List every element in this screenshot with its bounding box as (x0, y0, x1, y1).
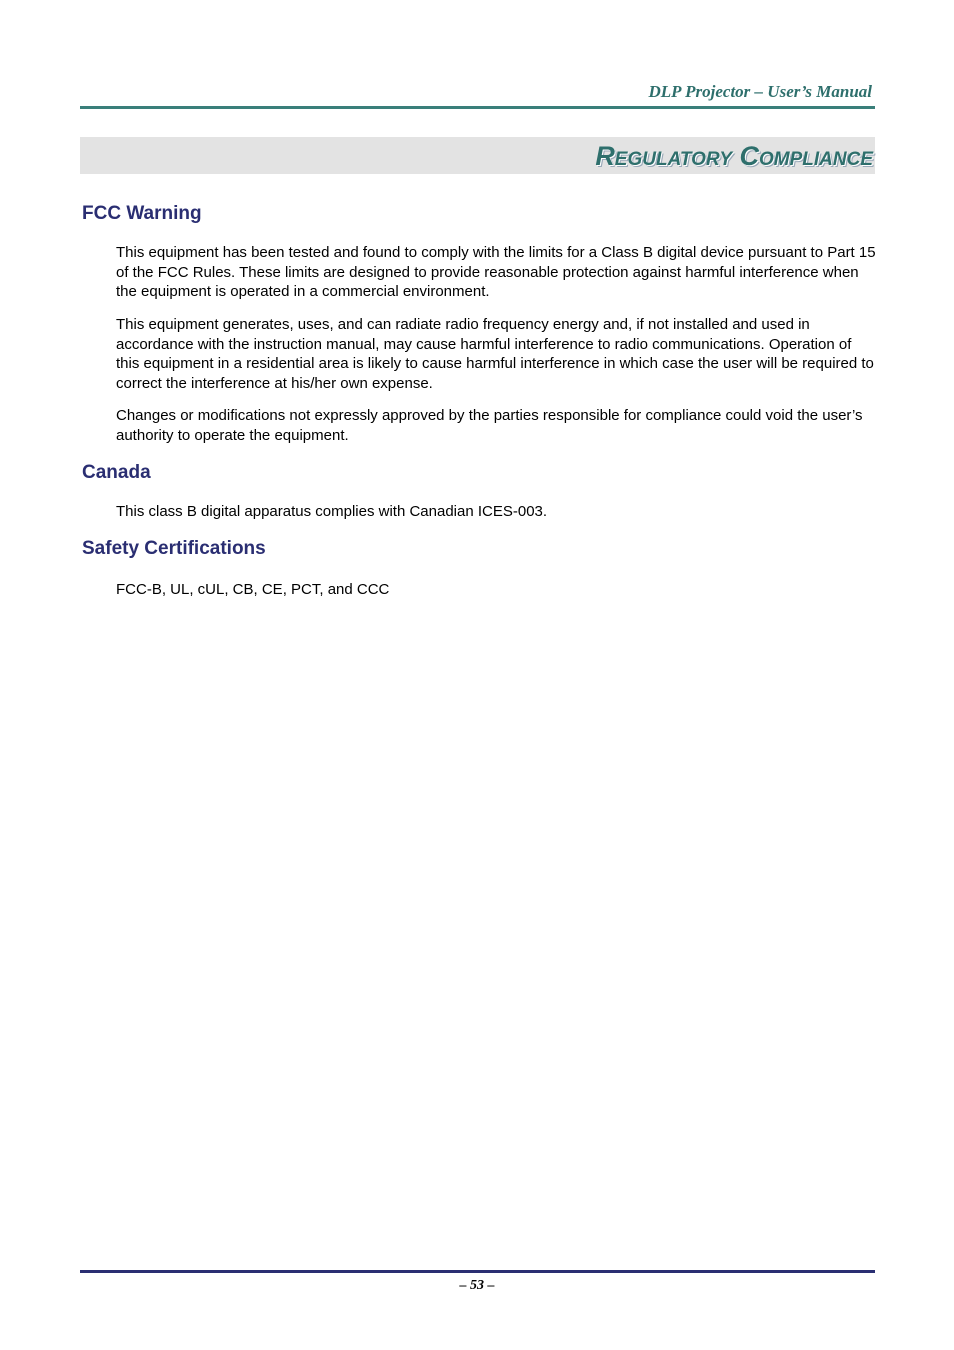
running-header: DLP Projector – User’s Manual (648, 82, 872, 101)
page-title: Regulatory Compliance (595, 141, 873, 171)
header-rule (80, 106, 875, 109)
fcc-paragraph-3: Changes or modifications not expressly approved by the parties responsible for compliance could void the user’s authority to operate the equipment. (116, 407, 863, 444)
section-heading-safety-certifications: Safety Certifications (82, 538, 266, 559)
canada-paragraph-1: This class B digital apparatus complies with Canadian ICES-003. (116, 503, 548, 520)
section-heading-fcc-warning: FCC Warning (82, 203, 202, 224)
section-heading-canada: Canada (82, 462, 151, 483)
safety-paragraph-1: FCC-B, UL, cUL, CB, CE, PCT, and CCC (116, 581, 390, 598)
fcc-paragraph-1: This equipment has been tested and found to comply with the limits for a Class B digital device pursuant to Part 15 of the FCC Rules. These limits are designed to provide reasonable protection against harmful interference when the equipment is operated in a commercial environment. (116, 244, 876, 300)
fcc-paragraph-2: This equipment generates, uses, and can radiate radio frequency energy and, if not installed and used in accordance with the instruction manual, may cause harmful interference to radio communications. Operation of this equipment in a residential area is likely to cause harmful interference in which case the user will be required to correct the interference at his/her own expense. (116, 316, 874, 392)
page-number: – 53 – (459, 1278, 495, 1293)
title-band (80, 137, 875, 174)
footer-rule (80, 1270, 875, 1273)
